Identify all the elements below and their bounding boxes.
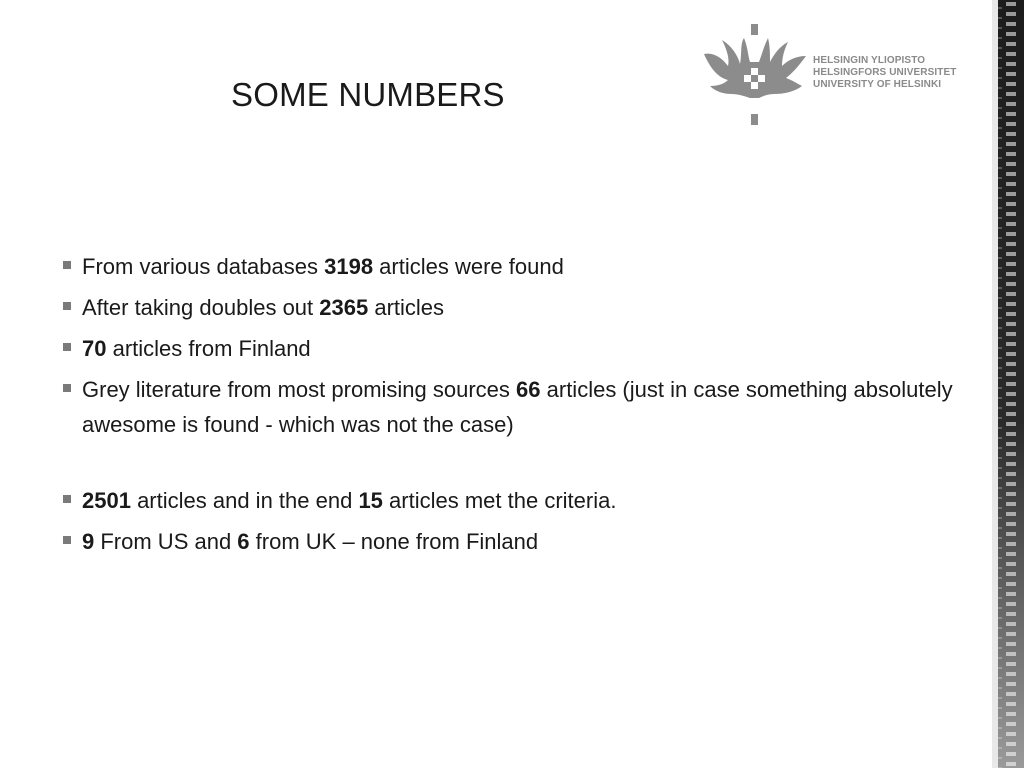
university-name — [813, 55, 956, 91]
square-bullet-icon — [63, 495, 71, 503]
university-logo — [700, 22, 960, 128]
square-bullet-icon — [63, 536, 71, 544]
square-bullet-icon — [63, 261, 71, 269]
logo-line-fi: HELSINGIN YLIOPISTO — [813, 55, 926, 66]
square-bullet-icon — [63, 343, 71, 351]
bullet-text: articles (just in case something absolutely awesome is found - which was not the case) — [82, 377, 953, 437]
flame-logo-icon — [700, 22, 812, 128]
bullet-number: 15 — [358, 488, 383, 513]
square-bullet-icon — [63, 302, 71, 310]
square-bullet-icon — [63, 384, 71, 392]
bullet-item — [62, 524, 962, 559]
bullet-text: Grey literature from most promising sources — [82, 377, 517, 402]
bullet-item — [62, 290, 962, 325]
bullet-item — [62, 483, 962, 518]
bullet-number: 3198 — [324, 254, 374, 279]
bullet-text: articles from Finland — [106, 336, 311, 361]
bullet-number: 2501 — [82, 488, 131, 513]
logo-line-en: UNIVERSITY OF HELSINKI — [813, 79, 942, 90]
bullet-number: 6 — [237, 529, 250, 554]
bullet-number: 9 — [82, 529, 95, 554]
slide-title: SOME NUMBERS — [231, 76, 505, 113]
bullet-number: 2365 — [319, 295, 369, 320]
bullet-text: articles met the criteria. — [382, 488, 617, 513]
bullet-number: 70 — [82, 336, 107, 361]
logo-line-sv: HELSINGFORS UNIVERSITET — [813, 67, 957, 78]
bullet-list — [62, 249, 962, 565]
bullet-text: From various databases — [82, 254, 325, 279]
bullet-item — [62, 331, 962, 366]
bullet-number: 66 — [516, 377, 541, 402]
bullet-text: articles were found — [373, 254, 564, 279]
edge-pattern — [988, 0, 1024, 768]
bullet-text: After taking doubles out — [82, 295, 320, 320]
bullet-text: From US and — [94, 529, 238, 554]
bullet-item — [62, 249, 962, 284]
bullet-text: articles and in the end — [130, 488, 359, 513]
bullet-text: from UK – none from Finland — [249, 529, 539, 554]
bullet-item — [62, 372, 962, 442]
bullet-text: articles — [368, 295, 445, 320]
decorative-edge — [988, 0, 1024, 768]
